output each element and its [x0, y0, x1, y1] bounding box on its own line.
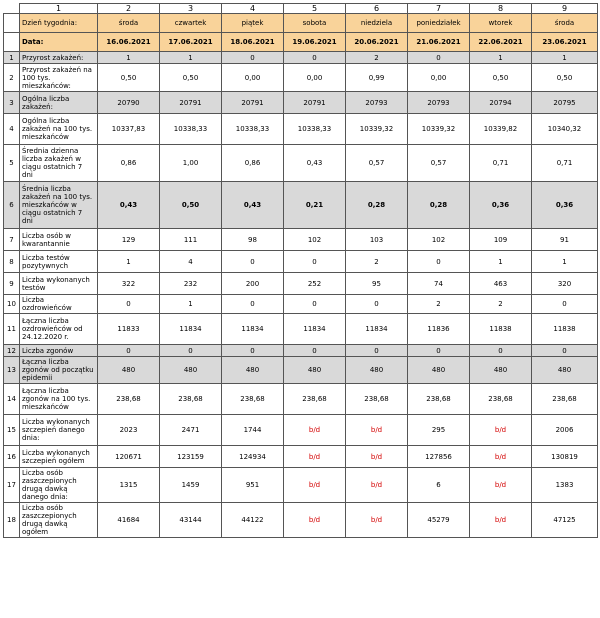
row-label-cell: Liczba osób zaszczepionych drugą dawką ogółem — [20, 503, 98, 538]
value-cell: 238,68 — [98, 384, 160, 415]
column-number: 3 — [160, 4, 222, 14]
table-row — [4, 314, 598, 345]
value-cell: 20791 — [284, 92, 346, 114]
value-cell: 0 — [284, 295, 346, 314]
row-label-cell: Przyrost zakażeń na 100 tys. mieszkańców: — [20, 64, 98, 92]
column-number: 6 — [346, 4, 408, 14]
value-cell: 127856 — [408, 446, 470, 468]
value-cell: 11838 — [532, 314, 598, 345]
date-cell: 19.06.2021 — [284, 33, 346, 52]
table-row — [4, 52, 598, 64]
value-cell: 0,00 — [284, 64, 346, 92]
day-cell: środa — [98, 14, 160, 33]
value-cell: 2 — [470, 295, 532, 314]
value-cell: 0,50 — [532, 64, 598, 92]
row-number-cell: 10 — [4, 295, 20, 314]
value-cell: 0 — [346, 295, 408, 314]
value-cell: 1 — [160, 295, 222, 314]
value-cell: b/d — [346, 415, 408, 446]
value-cell: 1383 — [532, 468, 598, 503]
value-cell: 1 — [98, 251, 160, 273]
row-number-cell: 11 — [4, 314, 20, 345]
value-cell: 0 — [222, 52, 284, 64]
value-cell: 10338,33 — [284, 114, 346, 145]
value-cell: 10338,33 — [160, 114, 222, 145]
value-cell: 20795 — [532, 92, 598, 114]
value-cell: 0 — [470, 345, 532, 357]
day-cell: piątek — [222, 14, 284, 33]
row-number-cell — [4, 33, 20, 52]
date-cell: 20.06.2021 — [346, 33, 408, 52]
value-cell: 238,68 — [346, 384, 408, 415]
value-cell: 1 — [470, 251, 532, 273]
table-row — [4, 468, 598, 503]
value-cell: 91 — [532, 229, 598, 251]
value-cell: 109 — [470, 229, 532, 251]
table-body — [4, 4, 598, 538]
value-cell: 20794 — [470, 92, 532, 114]
value-cell: 0,43 — [222, 182, 284, 229]
value-cell: 463 — [470, 273, 532, 295]
day-of-week-row — [4, 14, 598, 33]
value-cell: 120671 — [98, 446, 160, 468]
value-cell: 11834 — [284, 314, 346, 345]
value-cell: 98 — [222, 229, 284, 251]
date-cell: 18.06.2021 — [222, 33, 284, 52]
row-number-cell: 7 — [4, 229, 20, 251]
statistics-table — [3, 3, 598, 538]
row-label-cell: Liczba wykonanych testów — [20, 273, 98, 295]
date-cell: 23.06.2021 — [532, 33, 598, 52]
value-cell: 130819 — [532, 446, 598, 468]
value-cell: 0 — [222, 345, 284, 357]
value-cell: 11834 — [160, 314, 222, 345]
row-number-cell: 17 — [4, 468, 20, 503]
value-cell: 43144 — [160, 503, 222, 538]
value-cell: 322 — [98, 273, 160, 295]
value-cell: 1 — [470, 52, 532, 64]
table-row — [4, 251, 598, 273]
table-row — [4, 145, 598, 182]
value-cell: 0 — [408, 345, 470, 357]
table-row — [4, 384, 598, 415]
date-cell: 21.06.2021 — [408, 33, 470, 52]
value-cell: 0 — [408, 251, 470, 273]
value-cell: b/d — [284, 468, 346, 503]
value-cell: 10338,33 — [222, 114, 284, 145]
value-cell: b/d — [470, 415, 532, 446]
column-number-row — [4, 4, 598, 14]
value-cell: b/d — [346, 446, 408, 468]
value-cell: 11833 — [98, 314, 160, 345]
column-number: 4 — [222, 4, 284, 14]
value-cell: 1459 — [160, 468, 222, 503]
value-cell: b/d — [284, 446, 346, 468]
value-cell: 0,50 — [98, 64, 160, 92]
value-cell: 0,71 — [470, 145, 532, 182]
value-cell: 44122 — [222, 503, 284, 538]
value-cell: 11834 — [222, 314, 284, 345]
value-cell: b/d — [346, 503, 408, 538]
row-number-cell: 8 — [4, 251, 20, 273]
value-cell: 0 — [98, 295, 160, 314]
value-cell: 45279 — [408, 503, 470, 538]
row-label-cell: Liczba testów pozytywnych — [20, 251, 98, 273]
row-number-cell: 16 — [4, 446, 20, 468]
value-cell: 0,50 — [160, 182, 222, 229]
value-cell: 480 — [284, 357, 346, 384]
row-number-cell: 13 — [4, 357, 20, 384]
table-row — [4, 114, 598, 145]
row-label-cell: Liczba osób w kwarantannie — [20, 229, 98, 251]
row-number-cell: 2 — [4, 64, 20, 92]
table-row — [4, 503, 598, 538]
value-cell: 11838 — [470, 314, 532, 345]
value-cell: 238,68 — [284, 384, 346, 415]
value-cell: 0 — [284, 251, 346, 273]
value-cell: 103 — [346, 229, 408, 251]
value-cell: 0 — [532, 345, 598, 357]
value-cell: 0 — [346, 345, 408, 357]
table-row — [4, 229, 598, 251]
column-number: 2 — [98, 4, 160, 14]
row-label-cell: Łączna liczba ozdrowieńców od 24.12.2020 r. — [20, 314, 98, 345]
value-cell: 480 — [98, 357, 160, 384]
value-cell: 20791 — [160, 92, 222, 114]
table-row — [4, 92, 598, 114]
day-cell: środa — [532, 14, 598, 33]
day-cell: czwartek — [160, 14, 222, 33]
value-cell: 0,86 — [222, 145, 284, 182]
value-cell: 11834 — [346, 314, 408, 345]
day-row-label: Dzień tygodnia: — [20, 14, 98, 33]
value-cell: 200 — [222, 273, 284, 295]
row-label-cell: Liczba wykonanych szczepień danego dnia: — [20, 415, 98, 446]
date-row-label: Data: — [20, 33, 98, 52]
value-cell: 20793 — [346, 92, 408, 114]
value-cell: 20793 — [408, 92, 470, 114]
row-number-cell: 4 — [4, 114, 20, 145]
value-cell: 238,68 — [470, 384, 532, 415]
value-cell: 0,99 — [346, 64, 408, 92]
value-cell: 20791 — [222, 92, 284, 114]
row-number-cell: 15 — [4, 415, 20, 446]
table-row — [4, 64, 598, 92]
value-cell: 0,28 — [346, 182, 408, 229]
value-cell: 295 — [408, 415, 470, 446]
column-number: 5 — [284, 4, 346, 14]
value-cell: 111 — [160, 229, 222, 251]
column-number: 9 — [532, 4, 598, 14]
value-cell: 0,86 — [98, 145, 160, 182]
value-cell: 0,21 — [284, 182, 346, 229]
column-number: 8 — [470, 4, 532, 14]
value-cell: 10340,32 — [532, 114, 598, 145]
value-cell: 0 — [160, 345, 222, 357]
value-cell: 20790 — [98, 92, 160, 114]
row-number-cell: 14 — [4, 384, 20, 415]
value-cell: 1 — [160, 52, 222, 64]
table-row — [4, 446, 598, 468]
value-cell: 2471 — [160, 415, 222, 446]
table-row — [4, 415, 598, 446]
value-cell: 0 — [222, 295, 284, 314]
value-cell: 74 — [408, 273, 470, 295]
value-cell: 238,68 — [532, 384, 598, 415]
value-cell: 124934 — [222, 446, 284, 468]
corner-cell — [4, 4, 20, 14]
value-cell: 0 — [222, 251, 284, 273]
column-number: 7 — [408, 4, 470, 14]
value-cell: 2006 — [532, 415, 598, 446]
value-cell: 238,68 — [222, 384, 284, 415]
value-cell: 238,68 — [408, 384, 470, 415]
value-cell: 0,36 — [470, 182, 532, 229]
value-cell: 0,28 — [408, 182, 470, 229]
row-label-cell: Ogólna liczba zakażeń na 100 tys. mieszkańców — [20, 114, 98, 145]
table-row — [4, 182, 598, 229]
row-label-cell: Liczba osób zaszczepionych drugą dawką danego dnia: — [20, 468, 98, 503]
value-cell: 0,71 — [532, 145, 598, 182]
value-cell: b/d — [284, 415, 346, 446]
value-cell: 41684 — [98, 503, 160, 538]
value-cell: 47125 — [532, 503, 598, 538]
value-cell: 480 — [532, 357, 598, 384]
row-number-cell: 9 — [4, 273, 20, 295]
value-cell: 2 — [408, 295, 470, 314]
value-cell: 10337,83 — [98, 114, 160, 145]
value-cell: 320 — [532, 273, 598, 295]
row-number-cell — [4, 14, 20, 33]
value-cell: 0,50 — [470, 64, 532, 92]
value-cell: 232 — [160, 273, 222, 295]
row-number-cell: 1 — [4, 52, 20, 64]
value-cell: 480 — [222, 357, 284, 384]
date-cell: 17.06.2021 — [160, 33, 222, 52]
row-number-cell: 6 — [4, 182, 20, 229]
value-cell: 238,68 — [160, 384, 222, 415]
row-label-cell: Ogólna liczba zakażeń: — [20, 92, 98, 114]
value-cell: 4 — [160, 251, 222, 273]
row-label-cell: Średnia liczba zakażeń na 100 tys. mieszkańców w ciągu ostatnich 7 dni — [20, 182, 98, 229]
day-cell: poniedziałek — [408, 14, 470, 33]
row-number-cell: 5 — [4, 145, 20, 182]
value-cell: 1,00 — [160, 145, 222, 182]
date-row — [4, 33, 598, 52]
value-cell: 0,00 — [408, 64, 470, 92]
day-cell: sobota — [284, 14, 346, 33]
day-cell: niedziela — [346, 14, 408, 33]
value-cell: 1 — [532, 251, 598, 273]
value-cell: b/d — [284, 503, 346, 538]
table-row — [4, 345, 598, 357]
value-cell: 480 — [346, 357, 408, 384]
row-label-cell: Liczba zgonów — [20, 345, 98, 357]
value-cell: 480 — [408, 357, 470, 384]
value-cell: 0,43 — [98, 182, 160, 229]
value-cell: 95 — [346, 273, 408, 295]
date-cell: 16.06.2021 — [98, 33, 160, 52]
row-number-cell: 18 — [4, 503, 20, 538]
value-cell: 0,57 — [408, 145, 470, 182]
value-cell: b/d — [470, 468, 532, 503]
value-cell: 252 — [284, 273, 346, 295]
date-cell: 22.06.2021 — [470, 33, 532, 52]
value-cell: 0 — [532, 295, 598, 314]
value-cell: 2 — [346, 251, 408, 273]
value-cell: 951 — [222, 468, 284, 503]
table-row — [4, 357, 598, 384]
value-cell: 1744 — [222, 415, 284, 446]
row-label-cell: Liczba wykonanych szczepień ogółem — [20, 446, 98, 468]
value-cell: 480 — [470, 357, 532, 384]
row-number-cell: 12 — [4, 345, 20, 357]
value-cell: 10339,82 — [470, 114, 532, 145]
value-cell: 0,43 — [284, 145, 346, 182]
row-label-cell: Łączna liczba zgonów od początku epidemii — [20, 357, 98, 384]
column-number: 1 — [20, 4, 98, 14]
value-cell: 102 — [408, 229, 470, 251]
value-cell: 6 — [408, 468, 470, 503]
value-cell: b/d — [346, 468, 408, 503]
day-cell: wtorek — [470, 14, 532, 33]
value-cell: 123159 — [160, 446, 222, 468]
value-cell: 1315 — [98, 468, 160, 503]
row-label-cell: Przyrost zakażeń: — [20, 52, 98, 64]
row-number-cell: 3 — [4, 92, 20, 114]
row-label-cell: Łączna liczba zgonów na 100 tys. mieszkańców — [20, 384, 98, 415]
value-cell: 10339,32 — [346, 114, 408, 145]
table-row — [4, 273, 598, 295]
value-cell: 0 — [98, 345, 160, 357]
value-cell: 0 — [408, 52, 470, 64]
value-cell: 0,00 — [222, 64, 284, 92]
value-cell: 0 — [284, 52, 346, 64]
value-cell: 11836 — [408, 314, 470, 345]
row-label-cell: Średnia dzienna liczba zakażeń w ciągu ostatnich 7 dni — [20, 145, 98, 182]
value-cell: 0,50 — [160, 64, 222, 92]
value-cell: 10339,32 — [408, 114, 470, 145]
value-cell: 0 — [284, 345, 346, 357]
value-cell: 129 — [98, 229, 160, 251]
value-cell: 102 — [284, 229, 346, 251]
value-cell: 2 — [346, 52, 408, 64]
value-cell: 1 — [98, 52, 160, 64]
value-cell: 480 — [160, 357, 222, 384]
table-row — [4, 295, 598, 314]
value-cell: 0,36 — [532, 182, 598, 229]
value-cell: b/d — [470, 503, 532, 538]
value-cell: 1 — [532, 52, 598, 64]
value-cell: b/d — [470, 446, 532, 468]
value-cell: 0,57 — [346, 145, 408, 182]
row-label-cell: Liczba ozdrowieńców — [20, 295, 98, 314]
value-cell: 2023 — [98, 415, 160, 446]
